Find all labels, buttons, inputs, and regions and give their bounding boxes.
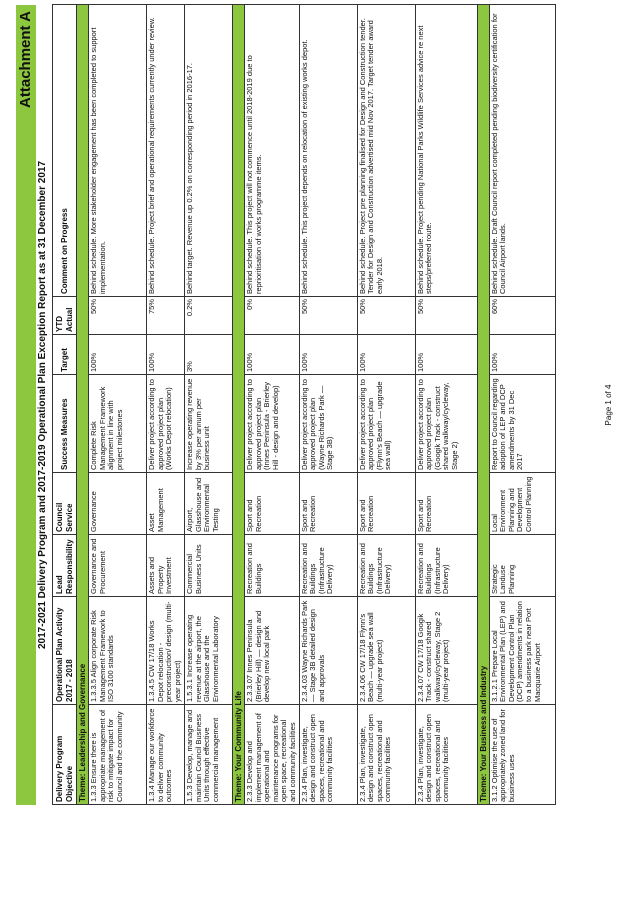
table-row [299, 5, 357, 805]
cell-measures: Deliver project according to approved project plan (Innes Peninsula - Brierley Hill - design and develop) [245, 375, 300, 473]
report-title: 2017-2021 Delivery Program and 2017-2019 Operational Plan Exception Report as at 31 December 2017 [37, 160, 48, 650]
cell-service: Governance [89, 473, 147, 535]
table-row [489, 5, 555, 805]
cell-comment: Behind target. Revenue up 0.2% on corresponding period in 2016-17. [185, 5, 233, 297]
cell-objective: 1.5.3 Develop, manage and maintain Council Business Units through effective commercial management [185, 705, 233, 805]
cell-comment: Behind schedule. This project depends on relocation of existing works depot. [299, 5, 357, 297]
table-row [89, 5, 147, 805]
cell-target: 100% [357, 335, 415, 375]
cell-lead: Assets and Property Investment [147, 535, 185, 597]
header-ytd: YTD Actual [53, 297, 77, 335]
header-service: Council Service [53, 473, 77, 535]
cell-measures: Deliver project according to approved project plan (Wayne Richards Park — Stage 3B) [299, 375, 357, 473]
cell-target: 3% [185, 335, 233, 375]
cell-ytd: 0% [245, 297, 300, 335]
cell-lead: Recreation and Buildings (Infrastructure Delivery) [357, 535, 415, 597]
cell-comment: Behind schedule. Project pending National Parks Wildlife Services advice re next steps/preferred route. [415, 5, 477, 297]
cell-target: 100% [489, 335, 555, 375]
cell-activity: 1.5.3.1 Increase operating revenue at the airport, the Glasshouse and the Environmental Laboratory [185, 597, 233, 705]
cell-target: 100% [89, 335, 147, 375]
cell-measures: Deliver project according to approved project plan (Googik Track - construct shared walkway/cycleway, Stage 2) [415, 375, 477, 473]
cell-lead: Governance and Procurement [89, 535, 147, 597]
table-row [245, 5, 300, 805]
header-row [53, 5, 77, 805]
cell-activity: 3.1.2.1 Prepare Local Environmental Plan (LEP) and Development Control Plan (DCP) amendments in relation to a business park near Port Macquarie Airport [489, 597, 555, 705]
cell-lead: Recreation and Buildings (Infrastructure Delivery) [415, 535, 477, 597]
cell-ytd: 0.2% [185, 297, 233, 335]
table-row [415, 5, 477, 805]
cell-objective: 3.1.2 Optimise the use of appropriately zoned land for business uses [489, 705, 555, 805]
cell-comment: Behind schedule. Project brief and operational requirements currently under review. [147, 5, 185, 297]
header-lead: Lead Responsibility [53, 535, 77, 597]
cell-lead: Recreation and Buildings [245, 535, 300, 597]
cell-measures: Report to Council regarding adoption of LEP and DCP amendments by 31 Dec 2017 [489, 375, 555, 473]
cell-comment: Behind schedule. Draft Council report completed pending biodiversity certification for Council Airport lands. [489, 5, 555, 297]
cell-comment: Behind schedule. More stakeholder engagement has been completed to support implementation. [89, 5, 147, 297]
cell-ytd: 60% [489, 297, 555, 335]
theme-community: Theme: Your Community Life [233, 5, 245, 805]
attachment-label: Attachment A [17, 11, 34, 108]
cell-objective: 2.3.4 Plan, investigate, design and construct open spaces, recreational and community facilities [357, 705, 415, 805]
cell-target: 100% [147, 335, 185, 375]
theme-business: Theme: Your Business and Industry [477, 5, 489, 805]
cell-activity: 2.3.4.07 CW 17/18 Googik Track - construct shared walkway/cycleway, Stage 2 (multi-year project) [415, 597, 477, 705]
cell-lead: Strategic Landuse Planning [489, 535, 555, 597]
theme-row [77, 5, 89, 805]
table-row [357, 5, 415, 805]
cell-service: Sport and Recreation [245, 473, 300, 535]
cell-service: Sport and Recreation [415, 473, 477, 535]
cell-ytd: 50% [89, 297, 147, 335]
cell-objective: 1.3.3 Ensure there is appropriate management of risk to mitigate impact for Council and the community [89, 705, 147, 805]
cell-lead: Recreation and Buildings (Infrastructure Delivery) [299, 535, 357, 597]
cell-measures: Complete Risk Management Framework alignment in line with project milestones [89, 375, 147, 473]
header-objective: Delivery Program Objective [53, 705, 77, 805]
cell-activity: 2.3.4.03 Wayne Richards Park — Stage 3B detailed design and approvals [299, 597, 357, 705]
cell-objective: 2.3.4 Plan, investigate, design and construct open spaces, recreational and community facilities [415, 705, 477, 805]
cell-service: Sport and Recreation [357, 473, 415, 535]
exception-report-table [52, 4, 556, 805]
cell-lead: Commercial Business Units [185, 535, 233, 597]
header-target: Target [53, 335, 77, 375]
header-measures: Success Measures [53, 375, 77, 473]
cell-activity: 2.3.4.06 CW 17/18 Flynn's Beach — upgrade sea wall (multi-year project) [357, 597, 415, 705]
attachment-banner [16, 5, 36, 805]
rotated-page-content [16, 5, 636, 805]
cell-activity: 1.3.3.5 Align corporate Risk Management Framework to ISO 3100 standards [89, 597, 147, 705]
table-row [147, 5, 185, 805]
cell-comment: Behind schedule. Project pre planning finalised for Design and Construction tender. Tender for Design and Construction advertised mid Nov 2017. Target tender award early 2018. [357, 5, 415, 297]
table-row [185, 5, 233, 805]
cell-ytd: 75% [147, 297, 185, 335]
header-activity: Operational Plan Activity 2017 - 2018 [53, 597, 77, 705]
header-comment: Comment on Progress [53, 5, 77, 297]
cell-target: 100% [245, 335, 300, 375]
cell-service: Airport, Glasshouse and Environmental Testing [185, 473, 233, 535]
cell-objective: 2.3.3 Develop and implement management of operational and maintenance programs for open space, recreational and community facilities [245, 705, 300, 805]
theme-row [233, 5, 245, 805]
cell-target: 100% [415, 335, 477, 375]
cell-measures: Deliver project according to approved project plan (Flynn's Beach — upgrade sea wall) [357, 375, 415, 473]
theme-leadership: Theme: Leadership and Governance [77, 5, 89, 805]
cell-ytd: 50% [357, 297, 415, 335]
cell-service: Asset Management [147, 473, 185, 535]
page-number: Page 1 of 4 [604, 384, 613, 426]
cell-objective: 1.3.4 Manage our workforce to deliver community outcomes [147, 705, 185, 805]
cell-activity: 2.3.3.07 Innes Peninsula (Brierley Hill) — design and develop new local park [245, 597, 300, 705]
cell-activity: 1.3.4.5 CW 17/18 Works Depot relocation - preconstruction/ design (multi-year project) [147, 597, 185, 705]
cell-measures: Deliver project according to approved project plan (Works Depot relocation) [147, 375, 185, 473]
cell-target: 100% [299, 335, 357, 375]
cell-service: Sport and Recreation [299, 473, 357, 535]
cell-service: Local Environment Planning and Development Control Planning [489, 473, 555, 535]
cell-ytd: 50% [415, 297, 477, 335]
cell-comment: Behind schedule. This project will not commence until 2018-2019 due to reprioritisation of works programme items. [245, 5, 300, 297]
cell-measures: Increase operating revenue by 3% per annum per business unit [185, 375, 233, 473]
theme-row [477, 5, 489, 805]
cell-objective: 2.3.4 Plan, investigate, design and construct open spaces, recreational and community facilities [299, 705, 357, 805]
cell-ytd: 50% [299, 297, 357, 335]
